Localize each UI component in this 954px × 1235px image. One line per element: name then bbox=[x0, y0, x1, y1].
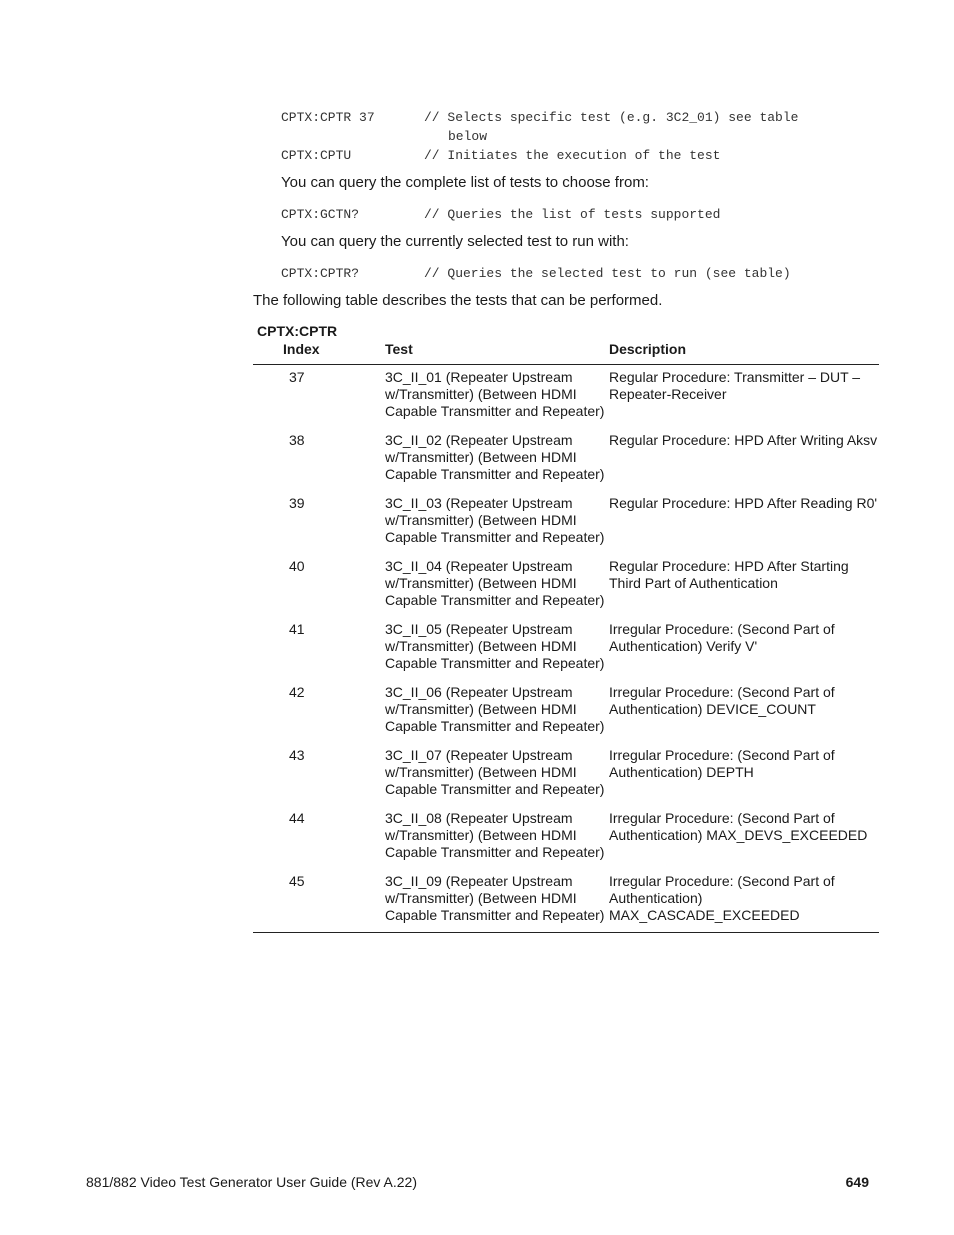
cell-test: 3C_II_04 (Repeater Upstream w/Transmitter) (Between HDMI Capable Transmitter and Repeater) bbox=[385, 558, 605, 608]
code-command: CPTX:CPTR? bbox=[281, 266, 360, 281]
header-index: Index bbox=[253, 341, 385, 365]
cell-description: Regular Procedure: HPD After Starting Third Part of Authentication bbox=[609, 558, 849, 591]
table-row bbox=[253, 747, 879, 810]
table-title: CPTX:CPTR bbox=[257, 323, 338, 339]
paragraph-table-intro: The following table describes the tests that can be performed. bbox=[253, 292, 663, 309]
code-command: CPTX:CPTU bbox=[281, 148, 352, 163]
table-row bbox=[253, 558, 879, 621]
cell-description: Irregular Procedure: (Second Part of Authentication) Verify V' bbox=[609, 621, 835, 654]
code-line bbox=[281, 108, 844, 146]
table-row bbox=[253, 684, 879, 747]
cell-index: 37 bbox=[289, 369, 305, 385]
cell-test: 3C_II_06 (Repeater Upstream w/Transmitter) (Between HDMI Capable Transmitter and Repeater) bbox=[385, 684, 605, 734]
cell-test: 3C_II_05 (Repeater Upstream w/Transmitter) (Between HDMI Capable Transmitter and Repeater) bbox=[385, 621, 605, 671]
code-line bbox=[281, 146, 844, 165]
paragraph-query-selected: You can query the currently selected test to run with: bbox=[281, 233, 629, 250]
code-comment bbox=[424, 108, 844, 146]
cell-test: 3C_II_01 (Repeater Upstream w/Transmitter) (Between HDMI Capable Transmitter and Repeater) bbox=[385, 369, 605, 419]
page-number: 649 bbox=[845, 1174, 869, 1190]
code-comment: // Queries the selected test to run (see table) bbox=[424, 266, 791, 281]
code-block-list-tests bbox=[281, 205, 844, 224]
code-comment: // Queries the list of tests supported bbox=[424, 207, 721, 222]
cell-description: Irregular Procedure: (Second Part of Authentication) MAX_DEVS_EXCEEDED bbox=[609, 810, 868, 843]
tests-table bbox=[253, 341, 879, 933]
code-block-selected-test bbox=[281, 264, 844, 283]
table-row bbox=[253, 432, 879, 495]
footer-title: 881/882 Video Test Generator User Guide (Rev A.22) bbox=[86, 1174, 418, 1190]
table-body bbox=[253, 365, 879, 933]
cell-index: 42 bbox=[289, 684, 305, 700]
cell-index: 44 bbox=[289, 810, 305, 826]
code-command: CPTX:CPTR 37 bbox=[281, 110, 375, 125]
header-description: Description bbox=[609, 341, 879, 365]
table-row bbox=[253, 810, 879, 873]
cell-index: 38 bbox=[289, 432, 305, 448]
code-line bbox=[281, 205, 844, 224]
code-command: CPTX:GCTN? bbox=[281, 207, 360, 222]
code-comment-text: // Selects specific test (e.g. 3C2_01) see table bbox=[424, 110, 799, 125]
cell-index: 43 bbox=[289, 747, 305, 763]
table-row bbox=[253, 873, 879, 933]
cell-test: 3C_II_08 (Repeater Upstream w/Transmitter) (Between HDMI Capable Transmitter and Repeater) bbox=[385, 810, 605, 860]
cell-test: 3C_II_03 (Repeater Upstream w/Transmitter) (Between HDMI Capable Transmitter and Repeater) bbox=[385, 495, 605, 545]
cell-index: 45 bbox=[253, 873, 385, 933]
header-test: Test bbox=[385, 341, 609, 365]
code-block-select-test bbox=[281, 108, 844, 165]
paragraph-query-list: You can query the complete list of tests to choose from: bbox=[281, 174, 649, 191]
cell-index: 39 bbox=[289, 495, 305, 511]
table-header-row bbox=[253, 341, 879, 365]
cell-description: Regular Procedure: HPD After Writing Aksv bbox=[609, 432, 878, 448]
code-comment-wrap: below bbox=[448, 129, 488, 144]
cell-description: Regular Procedure: HPD After Reading R0' bbox=[609, 495, 878, 511]
cell-description: Irregular Procedure: (Second Part of Authentication) DEPTH bbox=[609, 747, 835, 780]
code-comment: // Initiates the execution of the test bbox=[424, 148, 721, 163]
cell-description: Irregular Procedure: (Second Part of Authentication) MAX_CASCADE_EXCEEDED bbox=[609, 873, 879, 933]
cell-index: 40 bbox=[289, 558, 305, 574]
table-row bbox=[253, 365, 879, 433]
cell-index: 41 bbox=[289, 621, 305, 637]
cell-test: 3C_II_02 (Repeater Upstream w/Transmitter) (Between HDMI Capable Transmitter and Repeater) bbox=[385, 432, 605, 482]
cell-description: Regular Procedure: Transmitter – DUT – Repeater-Receiver bbox=[609, 369, 861, 402]
table-row bbox=[253, 495, 879, 558]
code-line bbox=[281, 264, 844, 283]
cell-description: Irregular Procedure: (Second Part of Authentication) DEVICE_COUNT bbox=[609, 684, 835, 717]
cell-test: 3C_II_09 (Repeater Upstream w/Transmitter) (Between HDMI Capable Transmitter and Repeater) bbox=[385, 873, 609, 933]
table-row bbox=[253, 621, 879, 684]
cell-test: 3C_II_07 (Repeater Upstream w/Transmitter) (Between HDMI Capable Transmitter and Repeater) bbox=[385, 747, 605, 797]
